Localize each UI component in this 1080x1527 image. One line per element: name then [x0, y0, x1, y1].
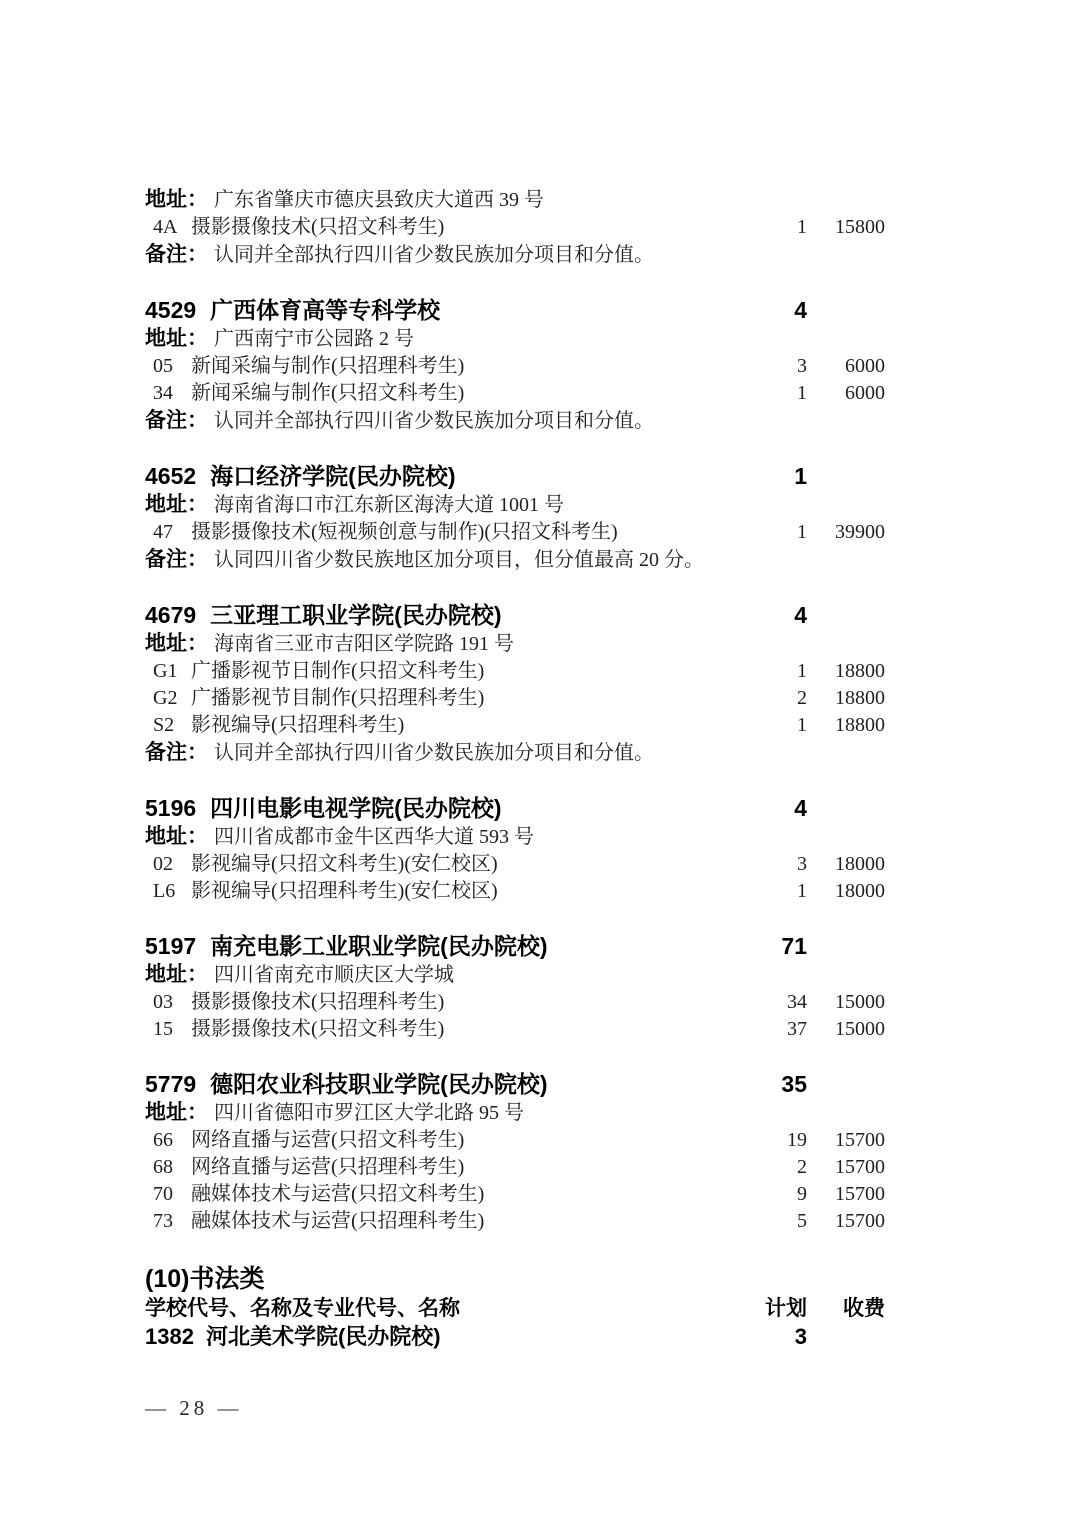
program-fee: 15800	[835, 216, 885, 238]
program-plan: 19	[787, 1129, 807, 1151]
program-code: 4A	[153, 216, 178, 238]
program-row	[145, 1127, 885, 1154]
address-text: 广东省肇庆市德庆县致庆大道西 39 号	[214, 189, 544, 211]
school-name: 德阳农业科技职业学院(民办院校)	[210, 1071, 548, 1097]
column-header-fee: 收费	[843, 1297, 885, 1320]
address-text: 广西南宁市公园路 2 号	[214, 328, 414, 350]
program-code: G1	[153, 660, 178, 682]
program-code: L6	[153, 880, 176, 902]
school-name: 四川电影电视学院(民办院校)	[210, 795, 502, 821]
address-row	[145, 630, 885, 658]
program-name: 摄影摄像技术(只招理科考生)	[191, 991, 445, 1013]
program-plan: 1	[797, 660, 807, 682]
school-code: 5196	[145, 795, 197, 821]
program-code: 05	[153, 355, 173, 377]
program-row	[145, 353, 885, 380]
program-code: 68	[153, 1156, 173, 1178]
program-name: 影视编导(只招文科考生)(安仁校区)	[191, 853, 498, 875]
program-code: 34	[153, 382, 173, 404]
school-code: 5779	[145, 1071, 197, 1097]
program-row	[145, 712, 885, 739]
note-text: 认同四川省少数民族地区加分项目，但分值最高 20 分。	[214, 549, 704, 571]
program-fee: 18800	[835, 714, 885, 736]
column-header-plan: 计划	[765, 1297, 807, 1320]
program-fee: 15700	[835, 1183, 885, 1205]
school-name: 南充电影工业职业学院(民办院校)	[210, 933, 548, 959]
school-header	[145, 295, 885, 325]
program-row	[145, 685, 885, 712]
program-name: 新闻采编与制作(只招理科考生)	[191, 355, 465, 377]
program-plan: 37	[787, 1018, 807, 1040]
school-name: 海口经济学院(民办院校)	[210, 463, 456, 489]
program-code: 47	[153, 521, 173, 543]
program-plan: 1	[797, 880, 807, 902]
program-fee: 18000	[835, 880, 885, 902]
program-name: 摄影摄像技术(短视频创意与制作)(只招文科考生)	[191, 521, 618, 543]
school-block	[145, 461, 885, 574]
address-label: 地址：	[145, 327, 208, 350]
school-header	[145, 461, 885, 491]
document-content	[145, 186, 885, 1351]
school-name: 三亚理工职业学院(民办院校)	[210, 602, 502, 628]
address-row	[145, 325, 885, 353]
program-name: 网络直播与运营(只招理科考生)	[191, 1156, 465, 1178]
school-code: 4679	[145, 602, 197, 628]
program-name: 融媒体技术与运营(只招理科考生)	[191, 1210, 485, 1232]
address-text: 海南省海口市江东新区海涛大道 1001 号	[214, 494, 564, 516]
program-code: 70	[153, 1183, 173, 1205]
page-number: — 28 —	[145, 1396, 243, 1420]
address-row	[145, 1099, 885, 1127]
program-row	[145, 1208, 885, 1235]
note-label: 备注：	[145, 243, 208, 266]
address-row	[145, 186, 885, 214]
program-fee: 39900	[835, 521, 885, 543]
program-name: 摄影摄像技术(只招文科考生)	[191, 1018, 445, 1040]
program-plan: 2	[797, 1156, 807, 1178]
school-plan: 4	[794, 297, 807, 323]
program-fee: 18800	[835, 687, 885, 709]
school-plan: 4	[794, 602, 807, 628]
school-block	[145, 931, 885, 1043]
school-header	[145, 793, 885, 823]
program-name: 网络直播与运营(只招文科考生)	[191, 1129, 465, 1151]
program-name: 新闻采编与制作(只招文科考生)	[191, 382, 465, 404]
school-plan: 71	[781, 933, 807, 959]
address-label: 地址：	[145, 188, 208, 211]
address-label: 地址：	[145, 493, 208, 516]
address-row	[145, 961, 885, 989]
program-name: 广播影视节日制作(只招文科考生)	[191, 660, 485, 682]
program-fee: 15700	[835, 1129, 885, 1151]
school-header	[145, 931, 885, 961]
address-text: 四川省南充市顺庆区大学城	[214, 964, 454, 986]
note-row	[145, 546, 885, 574]
school-header	[145, 1069, 885, 1099]
program-fee: 18000	[835, 853, 885, 875]
program-fee: 6000	[845, 382, 885, 404]
program-plan: 34	[787, 991, 807, 1013]
program-row	[145, 214, 885, 241]
address-label: 地址：	[145, 632, 208, 655]
program-code: 03	[153, 991, 173, 1013]
program-plan: 1	[797, 521, 807, 543]
program-row	[145, 878, 885, 905]
program-code: S2	[153, 714, 175, 736]
program-row	[145, 1181, 885, 1208]
program-plan: 1	[797, 382, 807, 404]
note-text: 认同并全部执行四川省少数民族加分项目和分值。	[214, 410, 654, 432]
program-fee: 18800	[835, 660, 885, 682]
program-code: 66	[153, 1129, 173, 1151]
program-row	[145, 1154, 885, 1181]
program-fee: 15700	[835, 1156, 885, 1178]
column-header-name: 学校代号、名称及专业代号、名称	[145, 1297, 460, 1320]
program-row	[145, 519, 885, 546]
note-row	[145, 739, 885, 767]
program-plan: 3	[797, 853, 807, 875]
program-name: 影视编导(只招理科考生)	[191, 714, 405, 736]
school-block-continued	[145, 186, 885, 269]
section-title: (10)书法类	[145, 1265, 265, 1293]
school-block	[145, 793, 885, 905]
address-label: 地址：	[145, 1101, 208, 1124]
program-plan: 9	[797, 1183, 807, 1205]
school-header	[145, 1323, 885, 1351]
note-label: 备注：	[145, 741, 208, 764]
program-code: G2	[153, 687, 178, 709]
program-code: 02	[153, 853, 173, 875]
program-code: 15	[153, 1018, 173, 1040]
address-row	[145, 491, 885, 519]
school-block	[145, 1069, 885, 1235]
note-text: 认同并全部执行四川省少数民族加分项目和分值。	[214, 742, 654, 764]
address-text: 海南省三亚市吉阳区学院路 191 号	[214, 633, 514, 655]
school-plan: 35	[781, 1071, 807, 1097]
program-code: 73	[153, 1210, 173, 1232]
program-name: 广播影视节目制作(只招理科考生)	[191, 687, 485, 709]
school-block	[145, 295, 885, 435]
program-name: 融媒体技术与运营(只招文科考生)	[191, 1183, 485, 1205]
school-plan: 3	[794, 1324, 807, 1349]
program-row	[145, 851, 885, 878]
school-header	[145, 600, 885, 630]
note-label: 备注：	[145, 409, 208, 432]
program-row	[145, 989, 885, 1016]
school-plan: 1	[794, 463, 807, 489]
address-text: 四川省德阳市罗江区大学北路 95 号	[214, 1102, 524, 1124]
program-row	[145, 380, 885, 407]
program-name: 摄影摄像技术(只招文科考生)	[191, 216, 445, 238]
school-code: 4529	[145, 297, 197, 323]
school-code: 1382	[145, 1324, 194, 1349]
program-fee: 15000	[835, 1018, 885, 1040]
note-label: 备注：	[145, 548, 208, 571]
program-row	[145, 1016, 885, 1043]
program-plan: 1	[797, 714, 807, 736]
program-plan: 1	[797, 216, 807, 238]
program-fee: 6000	[845, 355, 885, 377]
address-label: 地址：	[145, 825, 208, 848]
address-label: 地址：	[145, 963, 208, 986]
note-text: 认同并全部执行四川省少数民族加分项目和分值。	[214, 244, 654, 266]
note-row	[145, 407, 885, 435]
program-fee: 15700	[835, 1210, 885, 1232]
program-plan: 5	[797, 1210, 807, 1232]
program-name: 影视编导(只招理科考生)(安仁校区)	[191, 880, 498, 902]
school-name: 广西体育高等专科学校	[210, 297, 441, 323]
school-code: 4652	[145, 463, 197, 489]
program-plan: 3	[797, 355, 807, 377]
school-code: 5197	[145, 933, 197, 959]
address-text: 四川省成都市金牛区西华大道 593 号	[214, 826, 534, 848]
school-plan: 4	[794, 795, 807, 821]
program-row	[145, 658, 885, 685]
school-block	[145, 600, 885, 767]
program-fee: 15000	[835, 991, 885, 1013]
program-plan: 2	[797, 687, 807, 709]
address-row	[145, 823, 885, 851]
column-header-row	[145, 1295, 885, 1323]
school-name: 河北美术学院(民办院校)	[205, 1324, 441, 1349]
note-row	[145, 241, 885, 269]
